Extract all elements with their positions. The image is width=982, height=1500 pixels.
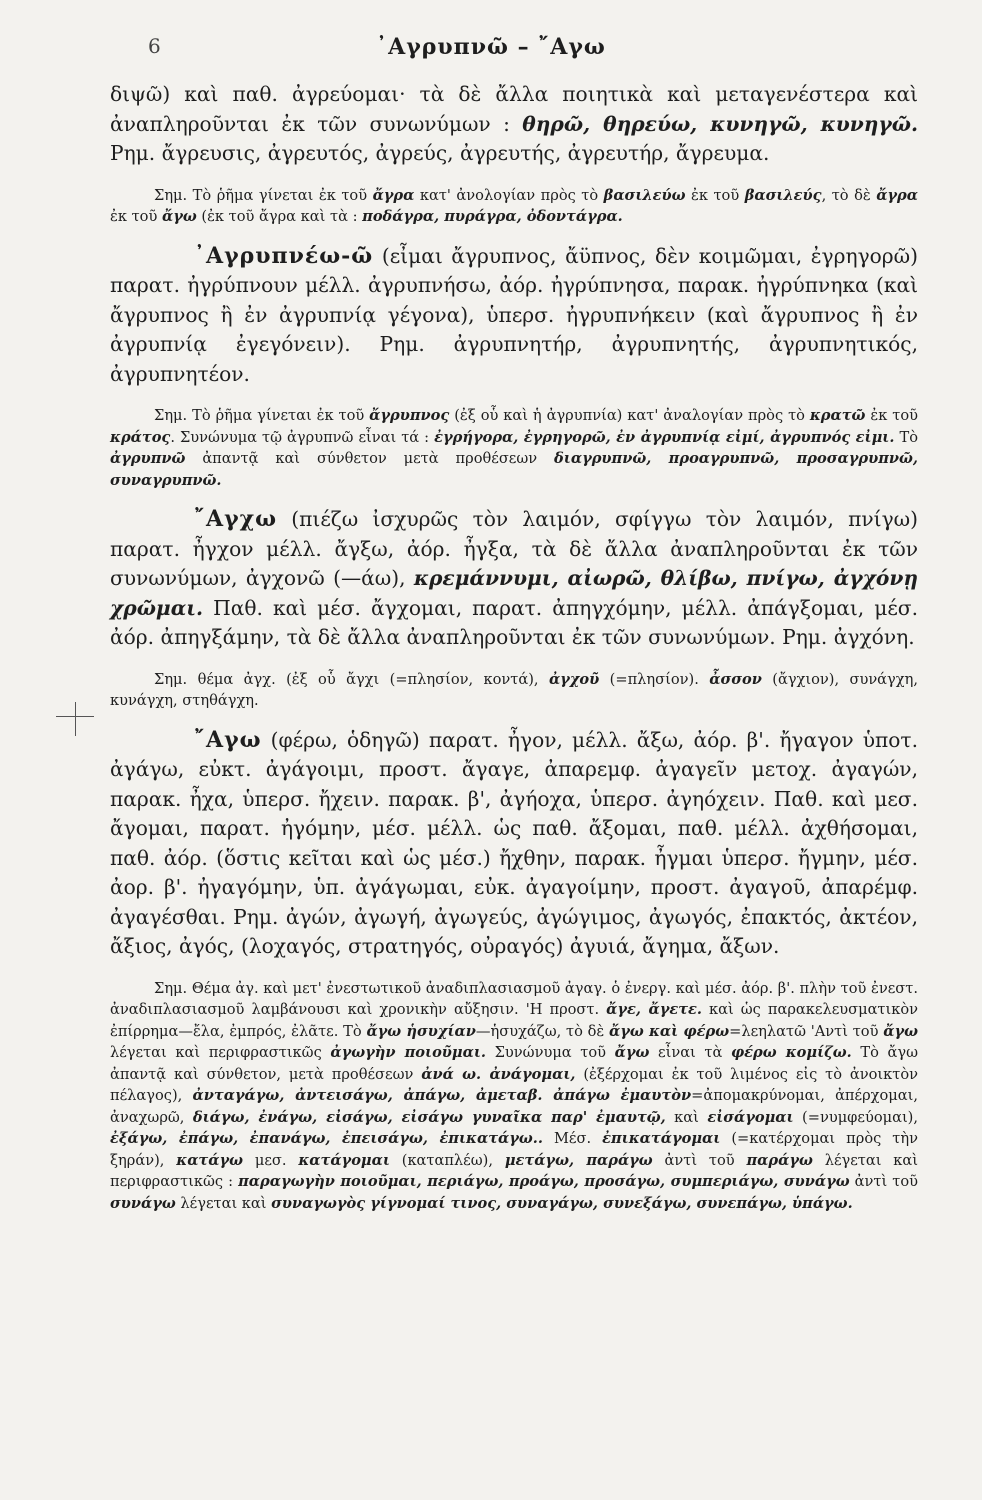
- text-run: (ἐκ τοῦ ἄγρα καὶ τὰ :: [196, 208, 363, 225]
- emphasized-term: ἀνταγάγω, ἀντεισάγω, ἀπάγω, ἀμεταβ. ἀπάγω ἐμαυτὸν: [192, 1087, 692, 1104]
- note-paragraph: [110, 978, 918, 1215]
- text-run: (=κατέρχομαι πρὸς τὴν ξηράν),: [110, 1130, 918, 1169]
- emphasized-term: ἄγρα: [372, 186, 415, 204]
- text-run: , τὸ δὲ: [821, 186, 877, 204]
- text-run: Τὸ: [894, 428, 918, 446]
- note-paragraph: [110, 669, 918, 712]
- text-run: λέγεται καὶ περιφραστικῶς :: [110, 1151, 918, 1190]
- emphasized-term: ἀνά ω. ἀνάγομαι,: [421, 1065, 576, 1083]
- emphasized-term: ἄγω καὶ φέρω: [609, 1022, 730, 1040]
- emphasized-term: ἆσσον: [709, 670, 762, 688]
- emphasized-term: κατάγω: [176, 1151, 244, 1169]
- emphasized-term: κράτος: [110, 428, 171, 446]
- text-run: . Συνώνυμα τῷ ἀγρυπνῶ εἶναι τά :: [170, 428, 435, 446]
- headword: ῎Αγχω: [194, 506, 278, 532]
- emphasized-term: ἀγχοῦ: [548, 670, 600, 688]
- emphasized-term: ἐγρήγορα, ἐγρηγορῶ, ἐν ἀγρυπνίᾳ εἰμί, ἀγρυπνός εἰμι.: [434, 428, 895, 446]
- emphasized-term: παραγωγὴν ποιοῦμαι, περιάγω, προάγω, προσάγω, συμπεριάγω, συνάγω: [238, 1173, 850, 1190]
- emphasized-term: κατάγομαι: [298, 1151, 390, 1169]
- text-run: Ρημ. ἄγρευσις, ἀγρευτός, ἀγρεύς, ἀγρευτής, ἀγρευτήρ, ἄγρευμα.: [110, 141, 770, 165]
- text-run: λέγεται καὶ περιφραστικῶς: [110, 1044, 331, 1061]
- emphasized-term: ἄγρα: [876, 186, 918, 204]
- text-run: μεσ.: [243, 1151, 299, 1169]
- note-paragraph: [110, 405, 918, 491]
- text-run: (καταπλέω),: [389, 1151, 505, 1169]
- emphasized-term: συνάγω: [110, 1194, 176, 1212]
- text-run: (ἐξ οὗ καὶ ἡ ἀγρυπνία) κατ' ἀναλογίαν πρὸς τὸ: [449, 407, 810, 424]
- dictionary-text-body: [110, 80, 918, 1228]
- text-run: ἀντὶ τοῦ: [652, 1151, 747, 1169]
- emphasized-term: ἐπικατάγομαι: [602, 1130, 721, 1147]
- text-run: (φέρω, ὁδηγῶ) παρατ. ἦγον, μέλλ. ἄξω, ἀόρ. β'. ἤγαγον ὑποτ. ἀγάγω, εὐκτ. ἀγάγοιμι, προστ. ἄγαγε, ἀπαρεμφ. ἀγαγεῖν μετοχ. ἀγαγών, παρακ. ἦχα, ὑπερσ. ἤχειν. παρακ. β', ἀγήοχα, ὑπερσ. ἀγηόχειν. Παθ. καὶ μεσ. ἄγομαι, παρατ. ἠγόμην, μέσ. μέλλ. ὡς παθ. ἄξομαι, παθ. μέλλ. ἀχθήσομαι, παθ. ἀόρ. (ὅστις κεῖται καὶ ὡς μέσ.) ἤχθην, παρακ. ἦγμαι ὑπερσ. ἤγμην, μέσ. ἀορ. β'. ἠγαγόμην, ὑπ. ἀγάγωμαι, εὐκ. ἀγαγοίμην, προστ. ἀγαγοῦ, ἀπαρέμφ. ἀγαγέσθαι. Ρημ. ἀγών, ἀγωγή, ἀγωγεύς, ἀγώγιμος, ἀγωγός, ἐπακτός, ἀκτέον, ἄξιος, ἀγός, (λοχαγός, στρατηγός, οὐραγός) ἀγυιά, ἄγημα, ἄξων.: [110, 727, 918, 958]
- emphasized-term: εἰσάγομαι: [707, 1108, 794, 1126]
- text-run: (ἄγχιον), συνάγχη, κυνάγχη, στηθάγχη.: [110, 670, 918, 709]
- page-number: 6: [148, 34, 161, 58]
- entry-paragraph: [110, 726, 918, 962]
- text-run: Τὸ ἄγω ἀπαντᾷ καὶ σύνθετον, μετὰ προθέσεων: [110, 1044, 919, 1083]
- emphasized-term: ἄγω: [883, 1022, 918, 1040]
- text-run: καὶ: [665, 1108, 708, 1126]
- text-run: Συνώνυμα τοῦ: [485, 1044, 615, 1061]
- text-run: Μέσ.: [542, 1130, 603, 1147]
- text-run: (εἶμαι ἄγρυπνος, ἄϋπνος, δὲν κοιμῶμαι, ἐγρηγορῶ) παρατ. ἠγρύπνουν μέλλ. ἀγρυπνήσω, ἀόρ. ἠγρύπνησα, παρακ. ἠγρύπνηκα (καὶ ἄγρυπνος ἢ ἐν ἀγρυπνίᾳ γέγονα), ὑπερσ. ἠγρυπνήκειν (καὶ ἄγρυπνος ἢ ἐν ἀγρυπνίᾳ ἐγεγόνειν). Ρημ. ἀγρυπνητήρ, ἀγρυπνητής, ἀγρυπνητικός, ἀγρυπνητέον.: [110, 243, 918, 386]
- emphasized-term: διάγω, ἐνάγω, εἰσάγω, εἰσάγω γυναῖκα παρ' ἐμαυτῷ,: [192, 1108, 666, 1126]
- emphasized-term: βασιλεύω: [603, 186, 686, 204]
- text-run: ἀντὶ τοῦ: [849, 1173, 918, 1190]
- text-run: =λεηλατῶ 'Αντὶ τοῦ: [729, 1022, 884, 1040]
- entry-paragraph: [110, 505, 918, 653]
- emphasized-term: ἄγε, ἄγετε.: [606, 1001, 702, 1018]
- emphasized-term: φέρω κομίζω.: [730, 1044, 852, 1061]
- text-run: ἐκ τοῦ: [110, 208, 162, 225]
- text-run: —ἡσυχάζω, τὸ δὲ: [475, 1022, 610, 1040]
- text-run: (=πλησίον).: [599, 670, 710, 688]
- headword: ῎Αγω: [194, 726, 262, 753]
- entry-paragraph: [110, 80, 918, 169]
- page-header: [0, 34, 982, 64]
- margin-cross-mark-vertical: [75, 702, 76, 736]
- emphasized-term: μετάγω, παράγω: [504, 1151, 653, 1169]
- text-run: ἐκ τοῦ: [865, 407, 918, 424]
- text-run: εἶναι τὰ: [649, 1044, 731, 1061]
- text-run: Σημ. θέμα ἀγχ. (ἐξ οὗ ἄγχι (=πλησίον, κοντά),: [154, 670, 549, 688]
- text-run: Παθ. καὶ μέσ. ἄγχομαι, παρατ. ἀπηγχόμην, μέλλ. ἀπάγξομαι, μέσ. ἀόρ. ἀπηγξάμην, τὰ δὲ ἄλλα ἀναπληροῦνται ἐκ τῶν συνωνύμων. Ρημ. ἀγχόνη.: [110, 595, 918, 649]
- text-run: Σημ. Τὸ ῥῆμα γίνεται ἐκ τοῦ: [154, 407, 370, 424]
- emphasized-term: ἀγρυπνῶ: [110, 450, 186, 467]
- text-run: (=νυμφεύομαι),: [793, 1108, 919, 1126]
- text-run: ἀπαντᾷ καὶ σύνθετον μετὰ προθέσεων: [185, 450, 555, 467]
- text-run: =ἀπομακρύνομαι, ἀπέρχομαι, ἀναχωρῶ,: [110, 1087, 918, 1126]
- emphasized-term: συναγωγὸς γίγνομαί τινος, συναγάγω, συνεξάγω, συνεπάγω, ὑπάγω.: [271, 1194, 853, 1212]
- text-run: (πιέζω ἰσχυρῶς τὸν λαιμόν, σφίγγω τὸν λαιμόν, πνίγω) παρατ. ἦγχον μέλλ. ἄγξω, ἀόρ. ἦγξα, τὰ δὲ ἄλλα ἀναπληροῦνται ἐκ τῶν συνωνύμων, ἀγχονῶ (—άω),: [110, 507, 918, 590]
- text-run: λέγεται καὶ: [175, 1194, 272, 1212]
- text-run: κατ' ἀνολογίαν πρὸς τὸ: [414, 186, 604, 204]
- emphasized-term: θηρῶ, θηρεύω, κυνηγῶ, κυνηγῶ.: [522, 111, 919, 136]
- emphasized-term: βασιλεύς: [744, 186, 822, 204]
- headword: ᾿Αγρυπνέω-ῶ: [194, 242, 374, 269]
- note-paragraph: [110, 185, 918, 228]
- entry-paragraph: [110, 242, 918, 390]
- text-run: (ἐξέρχομαι ἐκ τοῦ λιμένος εἰς τὸ ἀνοικτὸν πέλαγος),: [110, 1065, 918, 1104]
- emphasized-term: κρατῶ: [809, 407, 866, 424]
- text-run: διψῶ) καὶ παθ. ἀγρεύομαι· τὰ δὲ ἄλλα ποιητικὰ καὶ μεταγενέστερα καὶ ἀναπληροῦνται ἐκ τῶν συνωνύμων :: [110, 82, 918, 136]
- text-run: Σημ. Τὸ ῥῆμα γίνεται ἐκ τοῦ: [154, 186, 373, 204]
- text-run: Σημ. Θέμα ἀγ. καὶ μετ' ἐνεστωτικοῦ ἀναδιπλασιασμοῦ ἀγαγ. ὁ ἐνεργ. καὶ μέσ. ἀόρ. β'. πλὴν τοῦ ἐνεστ. ἀναδιπλασιασμοῦ λαμβάνουσι καὶ χρονικὴν αὔξησιν. 'Η προστ.: [110, 979, 918, 1018]
- text-run: ἐκ τοῦ: [685, 186, 745, 204]
- emphasized-term: ποδάγρα, πυράγρα, ὀδοντάγρα.: [362, 208, 623, 225]
- emphasized-term: διαγρυπνῶ, προαγρυπνῶ, προσαγρυπνῶ, συναγρυπνῶ.: [110, 450, 918, 489]
- emphasized-term: ἀγωγὴν ποιοῦμαι.: [330, 1044, 486, 1061]
- emphasized-term: ἄγρυπνος: [369, 407, 450, 424]
- running-title: ᾿Αγρυπνῶ – ῎Αγω: [376, 34, 606, 60]
- text-run: καὶ ὡς παρακελευσματικὸν ἐπίρρημα—ἔλα, ἐμπρός, ἐλᾶτε. Τὸ: [110, 1001, 918, 1040]
- emphasized-term: κρεμάννυμι, αἰωρῶ, θλίβω, πνίγω, ἀγχόνῃ χρῶμαι.: [110, 566, 918, 620]
- emphasized-term: ἄγω: [614, 1044, 650, 1061]
- emphasized-term: παράγω: [746, 1151, 813, 1169]
- emphasized-term: ἄγω ἡσυχίαν: [366, 1022, 476, 1040]
- emphasized-term: ἄγω: [161, 208, 197, 225]
- emphasized-term: ἐξάγω, ἐπάγω, ἐπανάγω, ἐπεισάγω, ἐπικατάγω..: [110, 1130, 543, 1147]
